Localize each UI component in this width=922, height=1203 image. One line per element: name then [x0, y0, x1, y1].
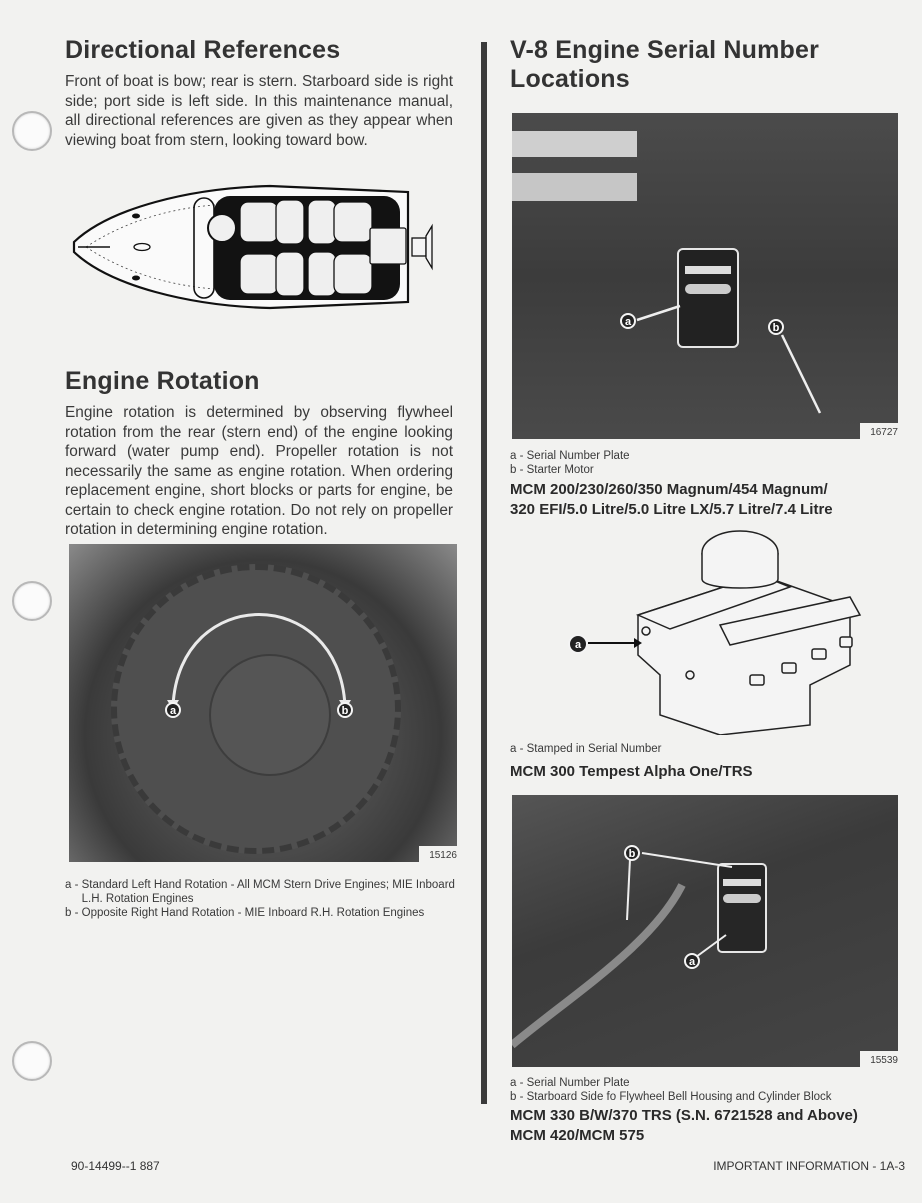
engine-rotation-captions: [65, 878, 455, 920]
caption-item: [510, 1090, 905, 1104]
rotation-arrow-icon: [69, 544, 457, 862]
directional-references-title: Directional References: [65, 36, 341, 64]
flywheel-photo: [69, 544, 457, 862]
serial-plate-photo-2: [512, 795, 898, 1067]
boat-diagram-icon: [70, 178, 470, 318]
caption-key: a -: [510, 1077, 527, 1089]
caption-item: [510, 742, 900, 756]
figure-1-models: [510, 480, 905, 519]
serial-number-locations-title: V-8 Engine Serial Number Locations: [510, 36, 820, 93]
caption-text: Starboard Side fo Flywheel Bell Housing and Cylinder Block: [526, 1091, 832, 1103]
model-line: MCM 300 Tempest Alpha One/TRS: [510, 763, 753, 780]
caption-key: b -: [510, 1091, 527, 1103]
figure-number: 16727: [860, 423, 898, 439]
model-line: MCM 200/230/260/350 Magnum/454 Magnum/: [510, 481, 828, 498]
engine-block-illustration: [560, 525, 870, 735]
caption-text: Starter Motor: [526, 464, 594, 476]
callout-arrows-icon: [512, 795, 898, 1067]
binder-hole-bottom: [12, 1041, 52, 1081]
callout-a: a: [620, 313, 636, 329]
callout-b: b: [624, 845, 640, 861]
caption-item: [510, 1076, 905, 1090]
figure-1-captions: [510, 449, 900, 477]
caption-text: Serial Number Plate: [526, 450, 630, 462]
caption-key: b -: [510, 464, 527, 476]
caption-item: [510, 449, 900, 463]
caption-key: b -: [65, 907, 82, 919]
caption-text: Serial Number Plate: [526, 1077, 630, 1089]
caption-item: [510, 463, 900, 477]
model-line: MCM 420/MCM 575: [510, 1126, 645, 1144]
figure-number: 15539: [860, 1051, 898, 1067]
directional-references-body: Front of boat is bow; rear is stern. Starboard side is right side; port side is left side. In this maintenance manual, all directional references are given as they appear when viewing boat from stern, looking toward bow.: [65, 73, 453, 149]
callout-b: b: [337, 702, 353, 718]
engine-rotation-title: Engine Rotation: [65, 367, 260, 395]
engine-rotation-body: Engine rotation is determined by observing flywheel rotation from the rear (stern end) of the engine looking forward (water pump end). Propeller rotation is not necessarily the same as engine rotation. When ordering replacement engine, short blocks or parts for engine, be certain to check engine rotation. Do not rely on propeller rotation in determining engine rotation.: [65, 404, 453, 538]
callout-b: b: [768, 319, 784, 335]
caption-item: [65, 906, 455, 920]
caption-text: Opposite Right Hand Rotation - MIE Inboard R.H. Rotation Engines: [81, 907, 425, 919]
caption-key: a -: [65, 879, 82, 891]
figure-3-models: [510, 1106, 910, 1145]
column-divider: [481, 42, 487, 1104]
model-line: 320 EFI/5.0 Litre/5.0 Litre LX/5.7 Litre/7.4 Litre: [510, 500, 833, 518]
callout-a: a: [568, 634, 588, 654]
figure-2-captions: [510, 742, 900, 756]
serial-plate-photo-1: [512, 113, 898, 439]
model-line: MCM 330 B/W/370 TRS (S.N. 6721528 and Above): [510, 1107, 858, 1124]
caption-key: a -: [510, 450, 527, 462]
engine-block-drawing-icon: [560, 525, 870, 735]
footer-document-number: 90-14499--1 887: [71, 1159, 160, 1173]
caption-text: Stamped in Serial Number: [526, 743, 662, 755]
caption-key: a -: [510, 743, 527, 755]
figure-number: 15126: [419, 846, 457, 862]
callout-a: a: [684, 953, 700, 969]
binder-hole-middle: [12, 581, 52, 621]
callout-a: a: [165, 702, 181, 718]
figure-2-models: [510, 762, 905, 782]
callout-arrows-icon: [512, 113, 898, 439]
footer-section-page: IMPORTANT INFORMATION - 1A-3: [713, 1159, 905, 1173]
caption-text: Standard Left Hand Rotation - All MCM Stern Drive Engines; MIE Inboard L.H. Rotation Engines: [81, 879, 455, 905]
boat-top-view-illustration: [70, 178, 470, 318]
figure-3-captions: [510, 1076, 905, 1104]
caption-item: [65, 878, 455, 906]
binder-hole-top: [12, 111, 52, 151]
